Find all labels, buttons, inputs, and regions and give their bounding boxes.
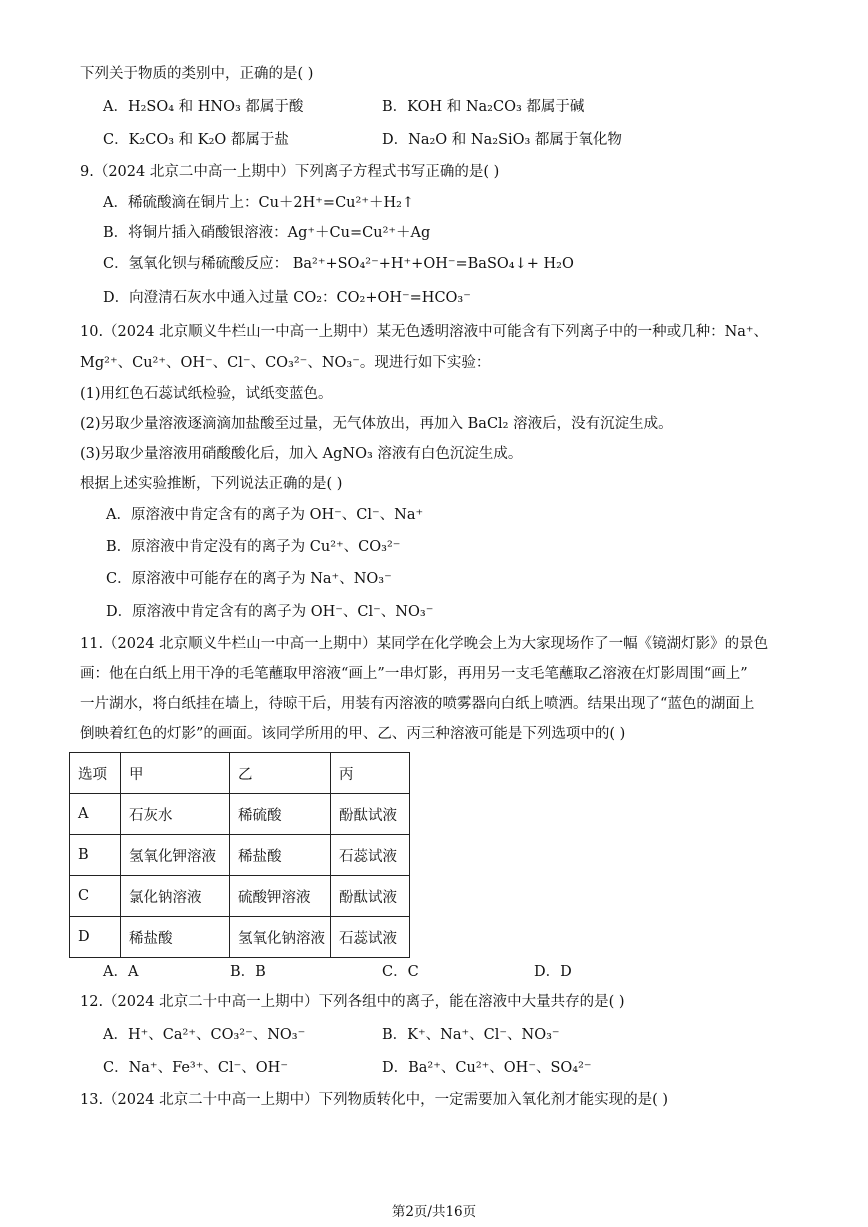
q12-option-b: B．K⁺、Na⁺、Cl⁻、NO₃⁻ [382, 1027, 560, 1043]
q10-option-d: D．原溶液中肯定含有的离子为 OH⁻、Cl⁻、NO₃⁻ [106, 604, 434, 620]
q12-stem: 12.（2024 北京二十中高一上期中）下列各组中的离子，能在溶液中大量共存的是( ) [80, 994, 625, 1010]
q10-step-2: (2)另取少量溶液逐滴滴加盐酸至过量，无气体放出，再加入 BaCl₂ 溶液后，没有沉淀生成。 [80, 416, 673, 432]
q11-option-c: C．C [382, 964, 419, 980]
table-row [70, 794, 410, 835]
table-cell: 石蕊试液 [331, 917, 410, 958]
table-cell: C [70, 876, 121, 917]
q10-option-b: B．原溶液中肯定没有的离子为 Cu²⁺、CO₃²⁻ [106, 539, 401, 555]
q10-ask: 根据上述实验推断，下列说法正确的是( ) [80, 476, 343, 492]
table-row [70, 917, 410, 958]
q13-stem: 13.（2024 北京二十中高一上期中）下列物质转化中，一定需要加入氧化剂才能实现的是( ) [80, 1092, 668, 1108]
q12-option-d: D．Ba²⁺、Cu²⁺、OH⁻、SO₄²⁻ [382, 1060, 592, 1076]
table-cell: 稀盐酸 [230, 835, 331, 876]
q11-option-a: A．A [103, 964, 139, 980]
table-cell: D [70, 917, 121, 958]
q11-options-table [69, 752, 410, 958]
table-header-cell: 甲 [121, 753, 230, 794]
q9-option-b: B．将铜片插入硝酸银溶液：Ag⁺＋Cu=Cu²⁺＋Ag [103, 225, 431, 241]
q10-step-3: (3)另取少量溶液用硝酸酸化后，加入 AgNO₃ 溶液有白色沉淀生成。 [80, 446, 523, 462]
table-cell: 氢氧化钠溶液 [230, 917, 331, 958]
table-cell: 稀盐酸 [121, 917, 230, 958]
table-header-cell: 丙 [331, 753, 410, 794]
q9-option-a: A．稀硫酸滴在铜片上：Cu＋2H⁺=Cu²⁺＋H₂↑ [103, 195, 415, 211]
table-header-cell: 乙 [230, 753, 331, 794]
q11-stem-line1: 11.（2024 北京顺义牛栏山一中高一上期中）某同学在化学晚会上为大家现场作了一幅《镜湖灯影》的景色 [80, 636, 769, 652]
table-cell: 石灰水 [121, 794, 230, 835]
q10-step-1: (1)用红色石蕊试纸检验，试纸变蓝色。 [80, 386, 333, 402]
q9-option-c: C．氢氧化钡与稀硫酸反应： Ba²⁺+SO₄²⁻+H⁺+OH⁻=BaSO₄↓+ H₂O [103, 256, 574, 272]
q9-stem: 9.（2024 北京二中高一上期中）下列离子方程式书写正确的是( ) [80, 164, 500, 180]
q8-stem: 下列关于物质的类别中，正确的是( ) [80, 66, 314, 82]
table-cell: 石蕊试液 [331, 835, 410, 876]
table-header-row [70, 753, 410, 794]
q8-option-a: A．H₂SO₄ 和 HNO₃ 都属于酸 [103, 99, 304, 115]
q11-stem-line2: 画：他在白纸上用干净的毛笔蘸取甲溶液“画上”一串灯影，再用另一支毛笔蘸取乙溶液在灯影周围“画上” [80, 666, 748, 682]
q8-option-c: C．K₂CO₃ 和 K₂O 都属于盐 [103, 132, 289, 148]
q10-option-a: A．原溶液中肯定含有的离子为 OH⁻、Cl⁻、Na⁺ [106, 507, 424, 523]
table-row [70, 876, 410, 917]
table-cell: 硫酸钾溶液 [230, 876, 331, 917]
q12-option-c: C．Na⁺、Fe³⁺、Cl⁻、OH⁻ [103, 1060, 288, 1076]
table-cell: 酚酞试液 [331, 794, 410, 835]
q10-stem-line2: Mg²⁺、Cu²⁺、OH⁻、Cl⁻、CO₃²⁻、NO₃⁻。现进行如下实验： [80, 355, 491, 371]
q8-option-b: B．KOH 和 Na₂CO₃ 都属于碱 [382, 99, 585, 115]
table-cell: 氯化钠溶液 [121, 876, 230, 917]
table-cell: A [70, 794, 121, 835]
q11-stem-line3: 一片湖水，将白纸挂在墙上，待晾干后，用装有丙溶液的喷雾器向白纸上喷洒。结果出现了“蓝色的湖面上 [80, 696, 755, 712]
table-row [70, 835, 410, 876]
q11-option-d: D．D [534, 964, 572, 980]
q9-option-d: D．向澄清石灰水中通入过量 CO₂：CO₂+OH⁻=HCO₃⁻ [103, 290, 471, 306]
q12-option-a: A．H⁺、Ca²⁺、CO₃²⁻、NO₃⁻ [103, 1027, 306, 1043]
table-cell: 稀硫酸 [230, 794, 331, 835]
q11-stem-line4: 倒映着红色的灯影”的画面。该同学所用的甲、乙、丙三种溶液可能是下列选项中的( ) [80, 726, 626, 742]
q11-option-b: B．B [230, 964, 266, 980]
q10-stem-line1: 10.（2024 北京顺义牛栏山一中高一上期中）某无色透明溶液中可能含有下列离子中的一种或几种：Na⁺、 [80, 324, 769, 340]
table-cell: 氢氧化钾溶液 [121, 835, 230, 876]
q10-option-c: C．原溶液中可能存在的离子为 Na⁺、NO₃⁻ [106, 571, 392, 587]
table-cell: 酚酞试液 [331, 876, 410, 917]
q8-option-d: D．Na₂O 和 Na₂SiO₃ 都属于氧化物 [382, 132, 622, 148]
page-number: 第2页/共16页 [391, 1204, 477, 1220]
table-header-cell: 选项 [70, 753, 121, 794]
table-cell: B [70, 835, 121, 876]
